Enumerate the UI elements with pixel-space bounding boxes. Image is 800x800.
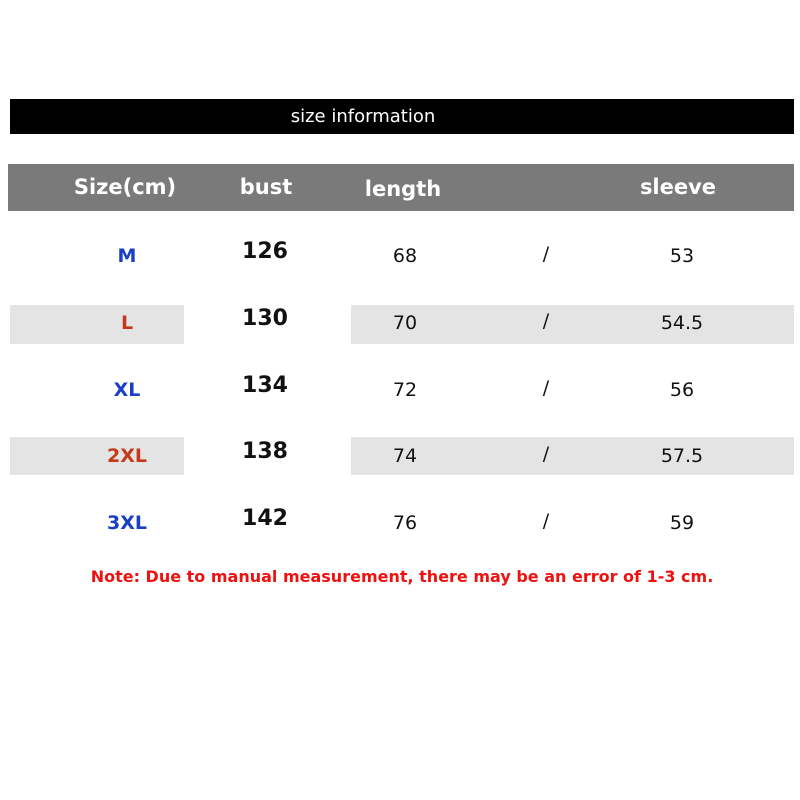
size-cell: 3XL xyxy=(107,512,147,534)
title-bar xyxy=(10,99,794,134)
sleeve-cell: 54.5 xyxy=(660,312,704,334)
sleeve-cell: 53 xyxy=(669,245,695,267)
page-title: size information xyxy=(290,106,436,127)
header-sleeve: sleeve xyxy=(639,175,717,199)
length-cell: 70 xyxy=(392,312,418,334)
bust-cell: 126 xyxy=(242,239,288,264)
separator-cell: / xyxy=(542,510,550,532)
measurement-note: Note: Due to manual measurement, there may be an error of 1-3 cm. xyxy=(90,567,714,586)
size-cell: L xyxy=(120,312,134,334)
size-cell: 2XL xyxy=(107,445,147,467)
length-cell: 76 xyxy=(392,512,418,534)
separator-cell: / xyxy=(542,443,550,465)
length-cell: 74 xyxy=(392,445,418,467)
length-cell: 68 xyxy=(392,245,418,267)
sleeve-cell: 57.5 xyxy=(660,445,704,467)
sleeve-cell: 59 xyxy=(669,512,695,534)
bust-cell: 142 xyxy=(242,506,288,531)
length-cell: 72 xyxy=(392,379,418,401)
table-header xyxy=(8,164,794,211)
header-size: Size(cm) xyxy=(73,175,177,199)
header-bust: bust xyxy=(239,175,293,199)
separator-cell: / xyxy=(542,243,550,265)
size-cell: M xyxy=(117,245,137,267)
size-cell: XL xyxy=(113,379,141,401)
bust-cell: 134 xyxy=(242,373,288,398)
bust-cell: 138 xyxy=(242,439,288,464)
header-length: length xyxy=(364,177,442,201)
separator-cell: / xyxy=(542,310,550,332)
bust-cell: 130 xyxy=(242,306,288,331)
separator-cell: / xyxy=(542,377,550,399)
sleeve-cell: 56 xyxy=(669,379,695,401)
